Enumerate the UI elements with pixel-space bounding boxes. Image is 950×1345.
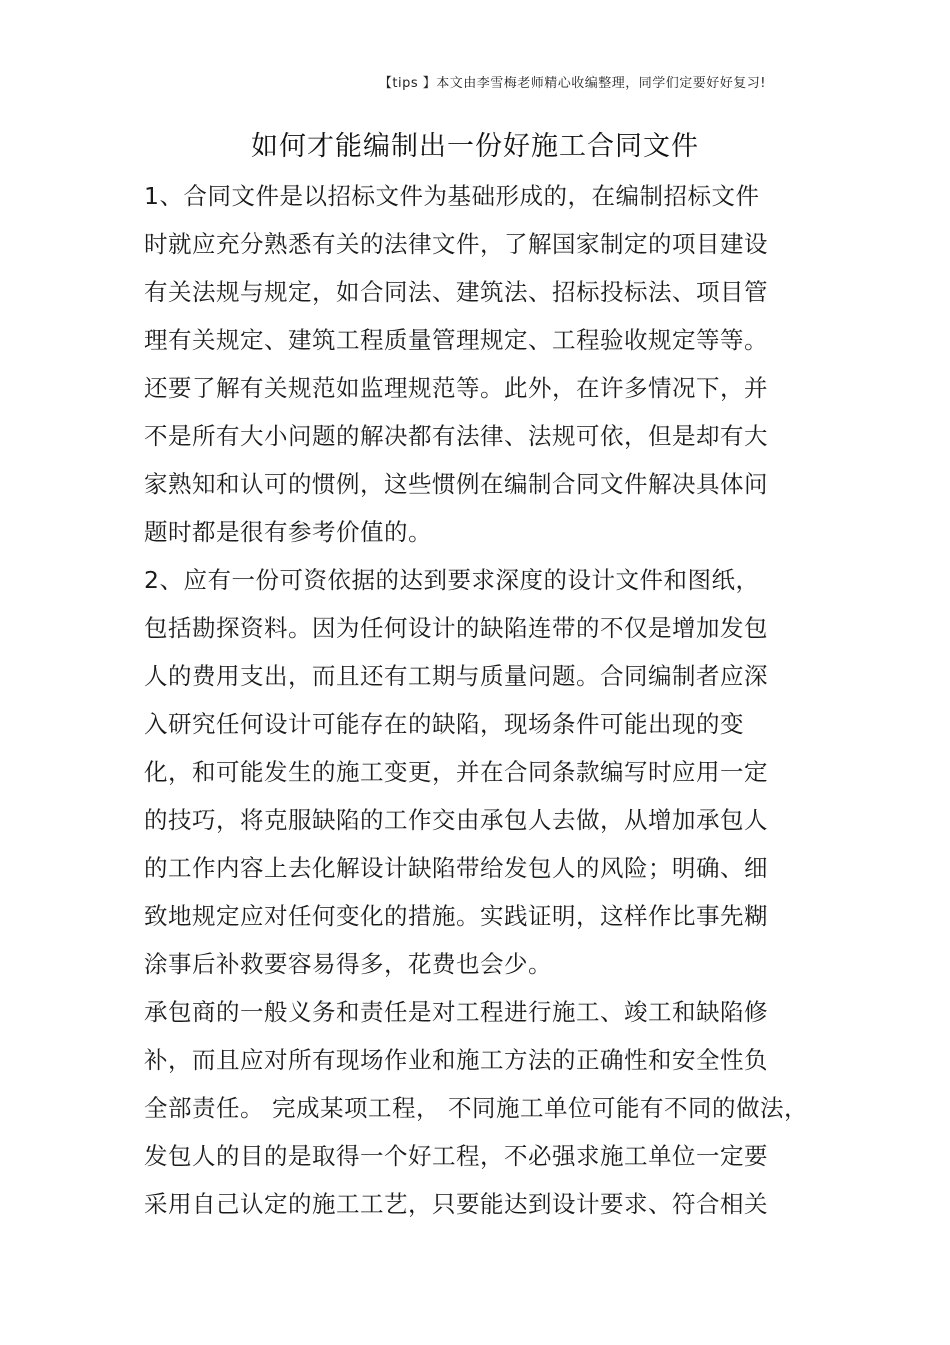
- text-line: 1、合同文件是以招标文件为基础形成的，在编制招标文件: [144, 182, 760, 210]
- text-line: 承包商的一般义务和责任是对工程进行施工、竣工和缺陷修: [144, 998, 768, 1026]
- text-line: 人的费用支出，而且还有工期与质量问题。合同编制者应深: [144, 662, 768, 690]
- text-line: 入研究任何设计可能存在的缺陷，现场条件可能出现的变: [144, 710, 744, 738]
- document-body: [144, 176, 808, 1232]
- text-line: 补，而且应对所有现场作业和施工方法的正确性和安全性负: [144, 1046, 768, 1074]
- text-line: 有关法规与规定，如合同法、建筑法、招标投标法、项目管: [144, 278, 768, 306]
- document-title: 如何才能编制出一份好施工合同文件: [251, 131, 699, 162]
- text-line: 发包人的目的是取得一个好工程，不必强求施工单位一定要: [144, 1142, 768, 1170]
- text-line: 化，和可能发生的施工变更，并在合同条款编写时应用一定: [144, 758, 768, 786]
- text-line: 的技巧，将克服缺陷的工作交由承包人去做，从增加承包人: [144, 806, 768, 834]
- text-line: 包括勘探资料。因为任何设计的缺陷连带的不仅是增加发包: [144, 614, 768, 642]
- text-line: 采用自己认定的施工工艺，只要能达到设计要求、符合相关: [144, 1190, 768, 1218]
- text-line: 全部责任。 完成某项工程， 不同施工单位可能有不同的做法，: [144, 1094, 808, 1122]
- text-line: 还要了解有关规范如监理规范等。此外，在许多情况下，并: [144, 374, 768, 402]
- text-line: 2、应有一份可资依据的达到要求深度的设计文件和图纸，: [144, 566, 760, 594]
- text-line: 时就应充分熟悉有关的法律文件，了解国家制定的项目建设: [144, 230, 768, 258]
- header-tip: 【tips 】本文由李雪梅老师精心收编整理，同学们定要好好复习!: [378, 76, 766, 91]
- text-line: 理有关规定、建筑工程质量管理规定、工程验收规定等等。: [144, 326, 768, 354]
- text-line: 不是所有大小问题的解决都有法律、法规可依，但是却有大: [144, 422, 768, 450]
- text-line: 题时都是很有参考价值的。: [144, 518, 432, 546]
- text-line: 的工作内容上去化解设计缺陷带给发包人的风险；明确、细: [144, 854, 768, 882]
- text-line: 涂事后补救要容易得多，花费也会少。: [144, 950, 552, 978]
- text-line: 家熟知和认可的惯例，这些惯例在编制合同文件解决具体问: [144, 470, 768, 498]
- text-line: 致地规定应对任何变化的措施。实践证明，这样作比事先糊: [144, 902, 768, 930]
